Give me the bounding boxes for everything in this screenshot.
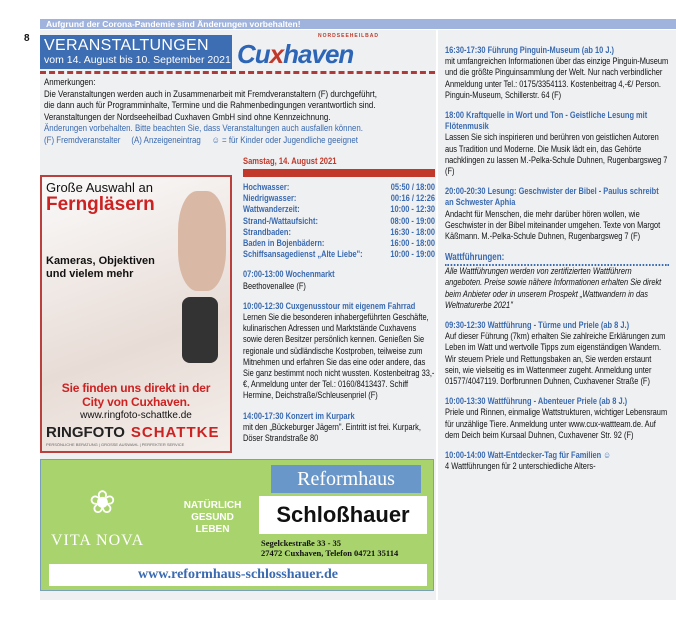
event-item xyxy=(445,450,669,472)
tide-value: 00:16 / 12:26 xyxy=(390,193,435,204)
event-item xyxy=(445,110,669,177)
page-number: 8 xyxy=(24,33,30,44)
ad-headline: Ferngläsern xyxy=(46,194,155,215)
logo-wordmark xyxy=(237,41,353,67)
reformhaus-ad[interactable] xyxy=(40,459,434,591)
tide-value: 10:00 - 12:30 xyxy=(390,204,435,215)
header-subtitle: vom 14. August bis 10. September 2021 xyxy=(44,54,231,66)
events-list xyxy=(445,45,669,242)
tide-row xyxy=(243,216,435,227)
event-item xyxy=(445,320,669,387)
event-title: 07:00-13:00 Wochenmarkt xyxy=(243,269,335,280)
event-item xyxy=(243,411,435,445)
event-text: Andacht für Menschen, die mehr darüber hören wollen, wie Geschwister in der Bibel miteinander umgehen. Texte von Margot Käßmann. M.-Pelka-Schule Duhnen, Rugenbargsweg 7 (F) xyxy=(445,208,661,242)
event-text: mit umfangreichen Informationen über das einzige Pinguin-Museum und die größte Pinguinsammlung der Welt. Nur nach verbindlicher Anmeldung unter Tel.: 0175/3354113. Kostenbeitrag 4,-€/ Person. Pinguin-Museum, Schillerstr. 64 (F) xyxy=(445,56,669,100)
tide-row xyxy=(243,182,435,193)
tide-label: Wattwanderzeit: xyxy=(243,204,300,215)
notes-line: Veranstaltungen der Nordseeheilbad Cuxhaven GmbH sind ohne Kennzeichnung. xyxy=(44,111,331,122)
tide-row xyxy=(243,204,435,215)
notes-warning: Änderungen vorbehalten. Bitte beachten Sie, dass Veranstaltungen auch ausfallen können. xyxy=(44,123,363,133)
corona-banner: Aufgrund der Corona-Pandemie sind Änderungen vorbehalten! xyxy=(40,19,676,29)
event-title: 10:00-13:30 Wattführung - Abenteuer Priele (ab 8 J.) xyxy=(445,396,628,407)
event-item xyxy=(243,269,435,291)
address: 27472 Cuxhaven, Telefon 04721 35114 xyxy=(261,548,399,558)
event-text: Beethovenallee (F) xyxy=(243,280,306,291)
notes-line: die dann auch für Programminhalte, Termine und die Rahmenbedingungen verantwortlich sind. xyxy=(44,100,376,110)
tide-row xyxy=(243,227,435,238)
ad-tagline: PERSÖNLICHE BERATUNG | GROSSE AUSWAHL | PERFEKTER SERVICE xyxy=(46,442,185,447)
address: Segelckestraße 33 - 35 xyxy=(261,538,342,548)
event-item xyxy=(445,396,669,441)
ad-find: Sie finden uns direkt in der xyxy=(61,381,211,395)
event-text: 4 Wattführungen für 2 unterschiedliche Alters- xyxy=(445,461,596,472)
section-heading: Wattführungen: xyxy=(445,252,669,266)
tide-table xyxy=(243,182,435,260)
logo-x: x xyxy=(269,39,284,69)
reformhaus-url[interactable]: www.reformhaus-schlosshauer.de xyxy=(49,564,427,586)
event-text: Auf dieser Führung (7km) erhalten Sie zahlreiche Erklärungen zum Leben im Watt und wertvolle Tipps zum eigenständigen Wandern. Wir steuern Priele und Rettungsbaken an, Sie werden erstaunt sein, wie vielseitig es im Wattenmeer zugeht. Anmeldung unter 01577/4047119. Dorfbrunnen Duhnen, Cuxhavener Straße (F) xyxy=(445,331,666,387)
logo-part: haven xyxy=(283,39,354,69)
event-text: Priele und Rinnen, einmalige Wattstrukturen, wichtiger Lebensraum für unzählige Tiere. Anmeldung unter www.cux-wattteam.de. Auf dem Deich beim Kursaal Duhnen, Cuxhavener Str. 92 (F) xyxy=(445,407,668,440)
event-title: 10:00-14:00 Watt-Entdecker-Tag für Familien ☺ xyxy=(445,450,611,461)
ad-find: City von Cuxhaven. xyxy=(82,395,190,409)
address-block xyxy=(261,538,398,558)
events-list xyxy=(445,320,669,472)
tide-row xyxy=(243,249,435,260)
event-item xyxy=(445,186,669,242)
ad-line: und vielem mehr xyxy=(46,268,134,280)
day-heading-bar xyxy=(243,169,435,177)
right-column xyxy=(445,45,669,473)
tide-value: 10:00 - 19:00 xyxy=(390,249,435,260)
header-title: VERANSTALTUNGEN xyxy=(44,37,209,54)
event-item xyxy=(243,301,435,402)
notes-line: Die Veranstaltungen werden auch in Zusammenarbeit mit Fremdveranstaltern (F) durchgeführt, xyxy=(44,88,377,99)
event-title: 18:00 Kraftquelle in Wort und Ton - Geistliche Lesung mit Flötenmusik xyxy=(445,110,648,132)
section-intro: Alle Wattführungen werden von zertifizierten Wattführern angeboten. Preise sowie nähere Informationen erhalten Sie direkt beim Anbieter oder in unserem Prospekt „Wattwandern in das Weltnaturerbe 2021" xyxy=(445,266,662,310)
slogan: LEBEN xyxy=(195,524,230,535)
tide-value: 05:50 / 18:00 xyxy=(390,182,435,192)
binoculars-image xyxy=(182,297,218,363)
slogan: NATÜRLICH xyxy=(183,500,242,511)
notes-title: Anmerkungen: xyxy=(44,77,96,87)
event-item xyxy=(445,45,669,101)
ringfoto-logo xyxy=(46,424,226,441)
event-title: 14:00-17:30 Konzert im Kurpark xyxy=(243,410,355,421)
day-column xyxy=(243,156,435,444)
event-text: Lassen Sie sich inspirieren und berühren von geistlichen Autoren aus Tradition und Moderne. Die Musik lädt ein, das Gehörte nachklingen zu lassen M.-Pelka-Schule Duhnen, Rugenbargsweg 7 (F) xyxy=(445,132,668,177)
event-title: 20:00-20:30 Lesung: Geschwister der Bibel - Paulus schreibt an Schwester Aphia xyxy=(445,186,659,208)
slogan: GESUND xyxy=(191,512,234,523)
tide-row xyxy=(243,193,435,204)
tide-value: 08:00 - 19:00 xyxy=(390,215,435,226)
cuxhaven-logo xyxy=(235,33,383,69)
ringfoto-ad[interactable] xyxy=(40,175,232,453)
lotus-icon: ❀ xyxy=(89,484,116,520)
tide-value: 16:00 - 18:00 xyxy=(390,238,435,249)
event-title: 16:30-17:30 Führung Pinguin-Museum (ab 10 J.) xyxy=(445,45,615,55)
ad-line: Große Auswahl an xyxy=(46,180,153,195)
ad-line: Kameras, Objektiven xyxy=(46,255,155,267)
section-header xyxy=(40,35,232,69)
day-events xyxy=(243,269,435,444)
event-title: 09:30-12:30 Wattführung - Türme und Priele (ab 8 J.) xyxy=(445,320,630,331)
ad-top-text xyxy=(46,181,226,281)
logo-part: Cu xyxy=(237,39,270,69)
brand: RINGFOTO xyxy=(46,424,125,441)
event-title: 10:00-12:30 Cuxgenusstour mit eigenem Fahrrad xyxy=(243,300,416,311)
ad-url[interactable]: www.ringfoto-schattke.de xyxy=(80,410,192,421)
vita-nova-logo: VITA NOVA xyxy=(51,532,145,549)
notes xyxy=(44,77,434,146)
ad-bottom-text xyxy=(46,381,226,447)
logo-small-text: NORDSEEHEILBAD xyxy=(318,33,379,39)
tide-row xyxy=(243,238,435,249)
tide-label: Hochwasser: xyxy=(243,182,290,192)
event-text: mit den „Bückeburger Jägern". Eintritt ist frei. Kurpark, Döser Strandstraße 80 xyxy=(243,421,421,444)
schlosshauer-label: Schloßhauer xyxy=(259,496,427,534)
tide-label: Strandbaden: xyxy=(243,226,291,237)
day-heading: Samstag, 14. August 2021 xyxy=(243,156,337,167)
tide-label: Schiffsansagedienst „Alte Liebe": xyxy=(243,249,363,260)
dashed-divider xyxy=(40,71,435,74)
tide-label: Niedrigwasser: xyxy=(243,193,297,204)
event-text: Lernen Sie die besonderen inhabergeführten Geschäfte, kulinarischen Adressen und Marktstände Cuxhavens sowie deren Besitzer persönlich kennen. Genießen Sie regionale und südländische Kostproben, teilweise zum Mitnehmen und erfahren Sie das eine oder andere, das Sie ganz bestimmt noch nicht wussten. Kostenbeitrag 33,- €, Anmeldung unter der Tel.: 0160/8413437. Schiff Hermine, Deichstraße/Schleusenpriel (F) xyxy=(243,312,435,401)
notes-legend: (F) Fremdveranstalter (A) Anzeigeneintrag ☺ = für Kinder oder Jugendliche geeignet xyxy=(44,134,359,145)
tide-value: 16:30 - 18:00 xyxy=(390,226,435,237)
tide-label: Baden in Bojenbädern: xyxy=(243,238,325,249)
slogan-block xyxy=(175,500,250,536)
tide-label: Strand-/Wattaufsicht: xyxy=(243,215,318,226)
reformhaus-label: Reformhaus xyxy=(271,465,421,493)
brand: SCHATTKE xyxy=(130,424,220,441)
